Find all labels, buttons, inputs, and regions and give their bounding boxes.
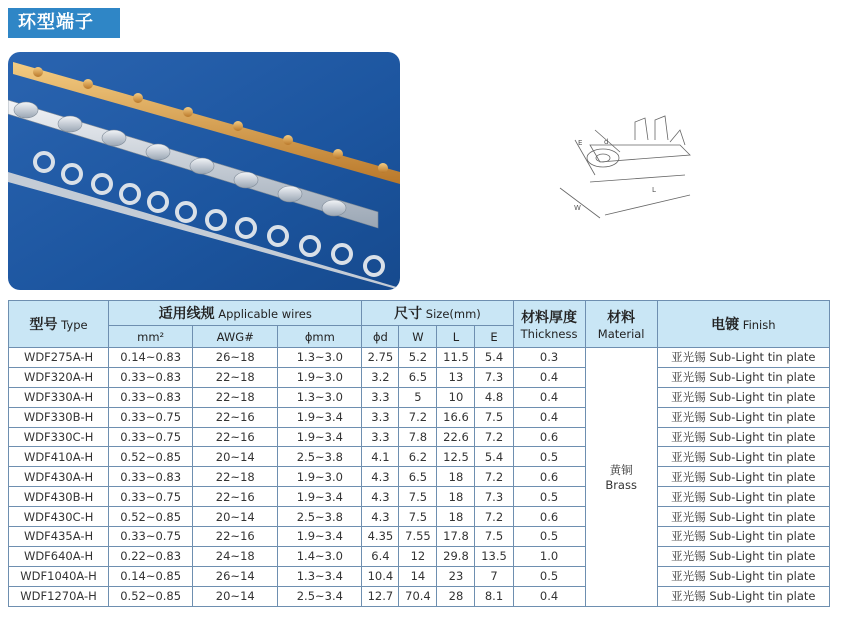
cell-model: WDF410A-H [9,447,109,467]
cell-thick: 0.5 [513,527,585,547]
cell-l: 28 [437,586,475,606]
table-row [9,487,830,507]
cell-phimm: 2.5~3.4 [278,586,362,606]
table-row [9,566,830,586]
cell-l: 12.5 [437,447,475,467]
cell-finish: 亚光锡 Sub-Light tin plate [657,487,829,507]
cell-d: 4.3 [362,467,399,487]
cell-w: 7.8 [399,427,437,447]
cell-awg: 20~14 [193,507,278,527]
cell-mm2: 0.33~0.75 [109,527,193,547]
cell-awg: 24~18 [193,546,278,566]
cell-mm2: 0.33~0.83 [109,367,193,387]
header-w: W [399,326,437,348]
cell-w: 6.2 [399,447,437,467]
table-row [9,467,830,487]
cell-d: 4.1 [362,447,399,467]
header-awg: AWG# [193,326,278,348]
cell-thick: 0.4 [513,407,585,427]
cell-e: 7.3 [475,367,513,387]
cell-awg: 22~18 [193,387,278,407]
cell-finish: 亚光锡 Sub-Light tin plate [657,387,829,407]
cell-finish: 亚光锡 Sub-Light tin plate [657,566,829,586]
cell-thick: 0.3 [513,348,585,368]
cell-model: WDF320A-H [9,367,109,387]
cell-finish: 亚光锡 Sub-Light tin plate [657,427,829,447]
cell-e: 7.2 [475,507,513,527]
cell-w: 7.2 [399,407,437,427]
cell-finish: 亚光锡 Sub-Light tin plate [657,467,829,487]
material-en: Brass [605,477,637,492]
header-phimm: ϕmm [278,326,362,348]
cell-phimm: 1.9~3.4 [278,487,362,507]
cell-finish: 亚光锡 Sub-Light tin plate [657,527,829,547]
page-title: 环型端子 [8,8,120,38]
header-size: 尺寸 Size(mm) [362,301,513,326]
header-l: L [437,326,475,348]
cell-phimm: 1.9~3.4 [278,427,362,447]
cell-l: 29.8 [437,546,475,566]
cell-l: 18 [437,467,475,487]
header-finish: 电镀 Finish [657,301,829,348]
label-w: W [574,204,581,212]
cell-model: WDF430A-H [9,467,109,487]
cell-e: 8.1 [475,586,513,606]
cell-model: WDF330A-H [9,387,109,407]
cell-model: WDF430B-H [9,487,109,507]
cell-thick: 0.5 [513,566,585,586]
cell-finish: 亚光锡 Sub-Light tin plate [657,586,829,606]
table-row [9,348,830,368]
cell-mm2: 0.33~0.75 [109,407,193,427]
cell-l: 16.6 [437,407,475,427]
cell-phimm: 2.5~3.8 [278,447,362,467]
cell-thick: 0.6 [513,467,585,487]
cell-mm2: 0.33~0.75 [109,427,193,447]
cell-finish: 亚光锡 Sub-Light tin plate [657,507,829,527]
header-mm2: mm² [109,326,193,348]
header-e: E [475,326,513,348]
cell-thick: 1.0 [513,546,585,566]
cell-awg: 20~14 [193,447,278,467]
cell-e: 7.3 [475,487,513,507]
cell-e: 5.4 [475,348,513,368]
cell-d: 12.7 [362,586,399,606]
cell-e: 7.5 [475,527,513,547]
cell-mm2: 0.33~0.83 [109,467,193,487]
cell-finish: 亚光锡 Sub-Light tin plate [657,367,829,387]
cell-model: WDF330B-H [9,407,109,427]
cell-mm2: 0.22~0.83 [109,546,193,566]
header-phid: ϕd [362,326,399,348]
cell-finish: 亚光锡 Sub-Light tin plate [657,546,829,566]
cell-e: 7.2 [475,467,513,487]
label-l: L [652,186,656,194]
cell-mm2: 0.33~0.75 [109,487,193,507]
product-photo [8,52,400,290]
cell-d: 2.75 [362,348,399,368]
cell-phimm: 1.3~3.0 [278,348,362,368]
cell-awg: 26~14 [193,566,278,586]
cell-thick: 0.5 [513,447,585,467]
cell-model: WDF435A-H [9,527,109,547]
cell-w: 6.5 [399,367,437,387]
cell-thick: 0.4 [513,367,585,387]
cell-thick: 0.6 [513,427,585,447]
cell-e: 13.5 [475,546,513,566]
cell-phimm: 1.3~3.0 [278,387,362,407]
cell-l: 17.8 [437,527,475,547]
cell-phimm: 1.9~3.4 [278,527,362,547]
material-cell [585,348,657,607]
cell-model: WDF640A-H [9,546,109,566]
cell-d: 4.3 [362,487,399,507]
header-thickness: 材料厚度 Thickness [513,301,585,348]
label-d: d [604,138,609,146]
cell-l: 13 [437,367,475,387]
cell-w: 5 [399,387,437,407]
cell-l: 18 [437,487,475,507]
cell-awg: 22~16 [193,527,278,547]
cell-w: 7.5 [399,487,437,507]
cell-mm2: 0.14~0.83 [109,348,193,368]
cell-finish: 亚光锡 Sub-Light tin plate [657,407,829,427]
cell-e: 7.5 [475,407,513,427]
cell-e: 4.8 [475,387,513,407]
cell-w: 5.2 [399,348,437,368]
cell-d: 3.3 [362,407,399,427]
cell-awg: 22~18 [193,367,278,387]
cell-phimm: 1.3~3.4 [278,566,362,586]
cell-awg: 26~18 [193,348,278,368]
cell-mm2: 0.52~0.85 [109,447,193,467]
cell-l: 10 [437,387,475,407]
cell-l: 22.6 [437,427,475,447]
header-type: 型号 Type [9,301,109,348]
cell-d: 10.4 [362,566,399,586]
cell-thick: 0.6 [513,507,585,527]
table-row [9,586,830,606]
table-row [9,407,830,427]
cell-mm2: 0.33~0.83 [109,387,193,407]
cell-phimm: 1.9~3.4 [278,407,362,427]
cell-phimm: 1.9~3.0 [278,367,362,387]
cell-phimm: 2.5~3.8 [278,507,362,527]
table-row [9,527,830,547]
cell-mm2: 0.14~0.85 [109,566,193,586]
cell-l: 11.5 [437,348,475,368]
cell-e: 7 [475,566,513,586]
cell-e: 7.2 [475,427,513,447]
cell-awg: 22~16 [193,407,278,427]
cell-model: WDF430C-H [9,507,109,527]
spec-table [8,300,830,607]
cell-mm2: 0.52~0.85 [109,586,193,606]
cell-d: 3.3 [362,427,399,447]
cell-model: WDF330C-H [9,427,109,447]
cell-w: 6.5 [399,467,437,487]
cell-model: WDF275A-H [9,348,109,368]
cell-w: 7.55 [399,527,437,547]
cell-thick: 0.4 [513,387,585,407]
cell-phimm: 1.4~3.0 [278,546,362,566]
cell-w: 7.5 [399,507,437,527]
cell-d: 3.2 [362,367,399,387]
table-row [9,447,830,467]
cell-w: 70.4 [399,586,437,606]
cell-mm2: 0.52~0.85 [109,507,193,527]
cell-phimm: 1.9~3.0 [278,467,362,487]
header-material: 材料 Material [585,301,657,348]
cell-d: 3.3 [362,387,399,407]
label-e: E [578,139,583,147]
cell-d: 6.4 [362,546,399,566]
cell-w: 14 [399,566,437,586]
cell-finish: 亚光锡 Sub-Light tin plate [657,348,829,368]
cell-thick: 0.5 [513,487,585,507]
cell-finish: 亚光锡 Sub-Light tin plate [657,447,829,467]
cell-thick: 0.4 [513,586,585,606]
cell-awg: 22~18 [193,467,278,487]
header-wires: 适用线规 Applicable wires [109,301,362,326]
cell-awg: 22~16 [193,487,278,507]
terminal-diagram [540,100,700,230]
cell-l: 23 [437,566,475,586]
cell-d: 4.35 [362,527,399,547]
cell-awg: 20~14 [193,586,278,606]
cell-d: 4.3 [362,507,399,527]
table-row [9,387,830,407]
cell-e: 5.4 [475,447,513,467]
cell-w: 12 [399,546,437,566]
cell-awg: 22~16 [193,427,278,447]
table-row [9,367,830,387]
cell-model: WDF1270A-H [9,586,109,606]
material-cn: 黄铜 [609,462,633,477]
table-row [9,427,830,447]
cell-l: 18 [437,507,475,527]
table-row [9,546,830,566]
table-row [9,507,830,527]
cell-model: WDF1040A-H [9,566,109,586]
